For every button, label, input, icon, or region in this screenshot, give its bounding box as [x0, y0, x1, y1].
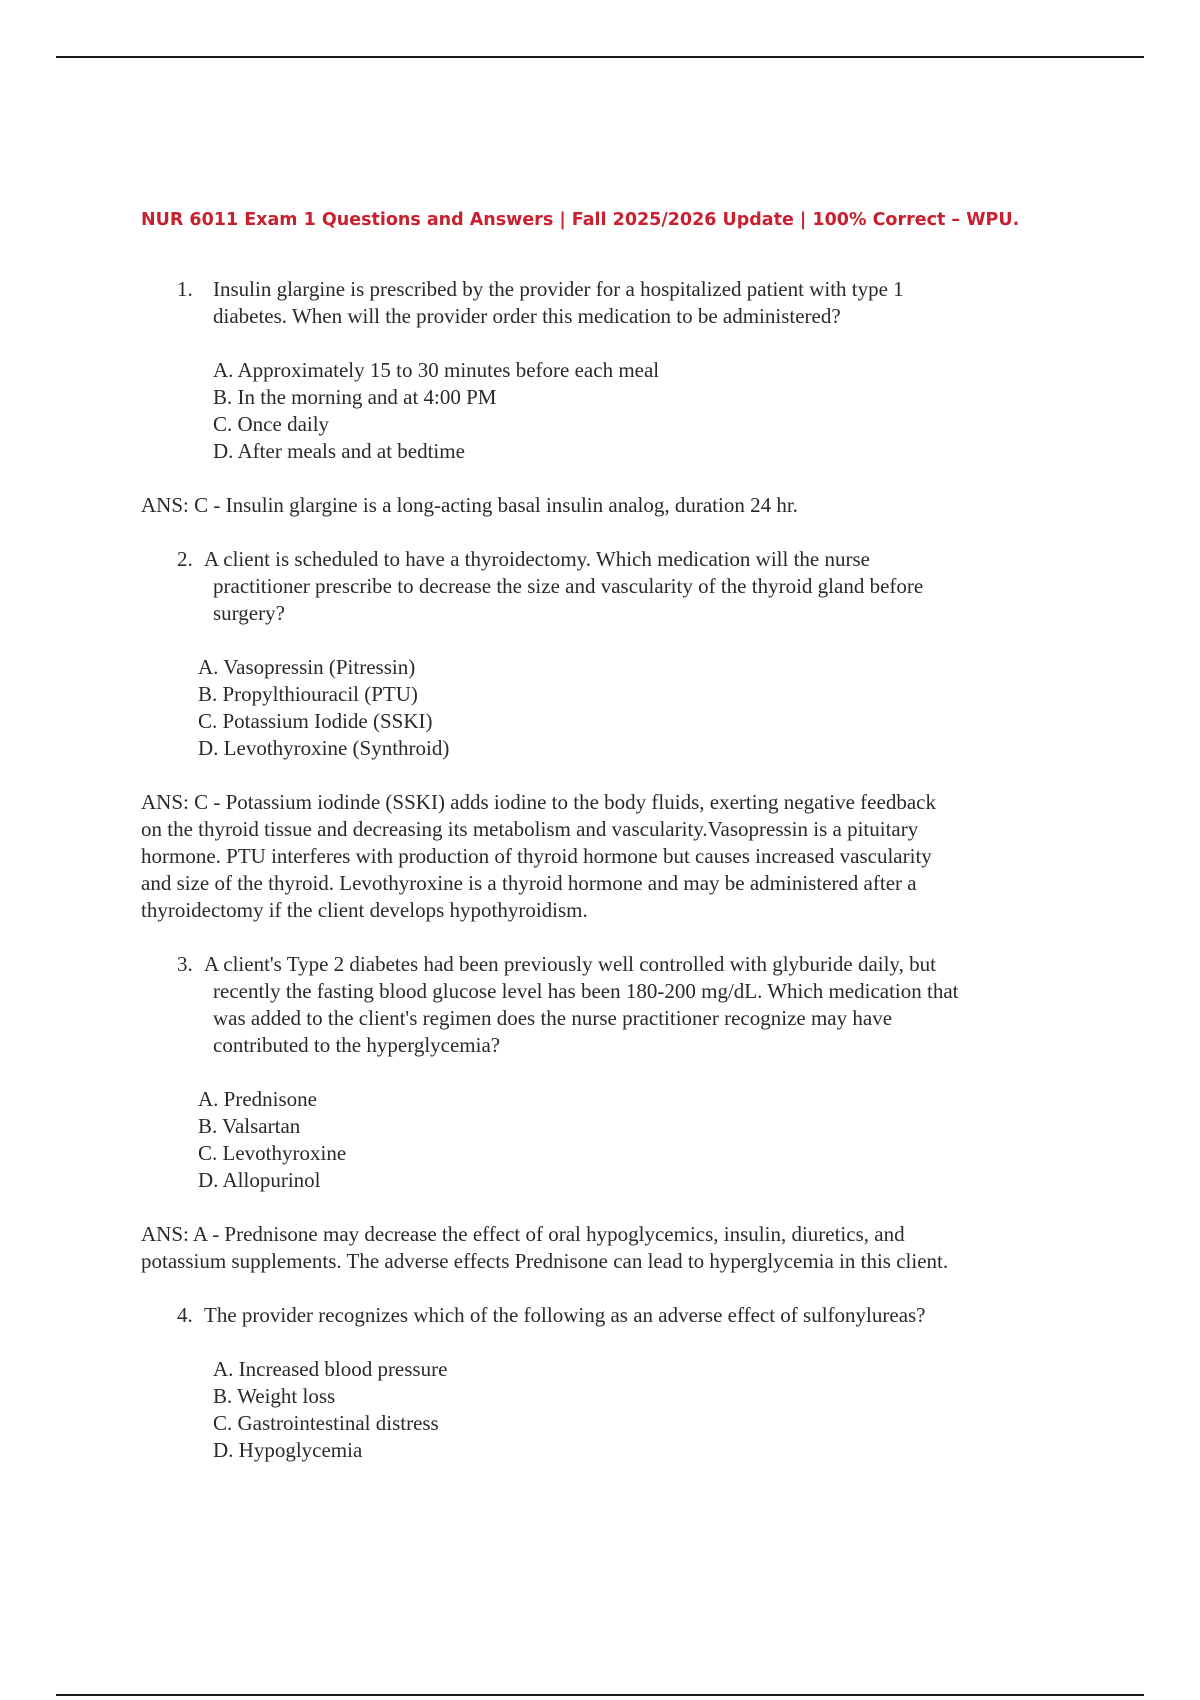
question-3-option-b: B. Valsartan: [198, 1114, 301, 1138]
question-2-option-a: A. Vasopressin (Pitressin): [198, 655, 416, 679]
question-2-stem-line-1: A client is scheduled to have a thyroidectomy. Which medication will the nurse: [204, 547, 870, 571]
bottom-rule: [56, 1694, 1144, 1696]
question-1-stem-line-1: Insulin glargine is prescribed by the provider for a hospitalized patient with type 1: [213, 277, 904, 301]
question-3-number: 3.: [177, 952, 193, 976]
question-1-option-b: B. In the morning and at 4:00 PM: [213, 385, 497, 409]
question-3-stem-line-2: recently the fasting blood glucose level has been 180-200 mg/dL. Which medication that: [213, 979, 959, 1003]
question-1-number: 1.: [177, 277, 193, 301]
top-rule: [56, 56, 1144, 58]
question-3-answer-line-2: potassium supplements. The adverse effects Prednisone can lead to hyperglycemia in this client.: [141, 1249, 949, 1273]
question-4-option-a: A. Increased blood pressure: [213, 1357, 448, 1381]
question-1-answer-line-1: ANS: C - Insulin glargine is a long-acting basal insulin analog, duration 24 hr.: [141, 493, 798, 517]
question-2-answer-line-3: hormone. PTU interferes with production of thyroid hormone but causes increased vascularity: [141, 844, 932, 868]
question-3-answer-line-1: ANS: A - Prednisone may decrease the effect of oral hypoglycemics, insulin, diuretics, and: [141, 1222, 905, 1246]
question-3-stem-line-1: A client's Type 2 diabetes had been previously well controlled with glyburide daily, but: [204, 952, 936, 976]
question-4-option-d: D. Hypoglycemia: [213, 1438, 363, 1462]
question-2-option-c: C. Potassium Iodide (SSKI): [198, 709, 433, 733]
question-1-stem-line-2: diabetes. When will the provider order this medication to be administered?: [213, 304, 841, 328]
question-3-option-d: D. Allopurinol: [198, 1168, 321, 1192]
question-3-option-c: C. Levothyroxine: [198, 1141, 347, 1165]
question-1-option-c: C. Once daily: [213, 412, 330, 436]
question-4-number: 4.: [177, 1303, 193, 1327]
question-3-option-a: A. Prednisone: [198, 1087, 317, 1111]
question-2-option-d: D. Levothyroxine (Synthroid): [198, 736, 450, 760]
question-4-stem-line-1: The provider recognizes which of the following as an adverse effect of sulfonylureas?: [204, 1303, 926, 1327]
question-2-answer-line-4: and size of the thyroid. Levothyroxine is a thyroid hormone and may be administered after a: [141, 871, 917, 895]
document-title: NUR 6011 Exam 1 Questions and Answers | Fall 2025/2026 Update | 100% Correct – WPU.: [141, 210, 1020, 230]
question-1-option-a: A. Approximately 15 to 30 minutes before each meal: [213, 358, 660, 382]
question-2-option-b: B. Propylthiouracil (PTU): [198, 682, 418, 706]
question-2-answer-line-2: on the thyroid tissue and decreasing its metabolism and vascularity.Vasopressin is a pituitary: [141, 817, 919, 841]
question-2-stem-line-2: practitioner prescribe to decrease the size and vascularity of the thyroid gland before: [213, 574, 924, 598]
question-2-answer-line-1: ANS: C - Potassium iodinde (SSKI) adds iodine to the body fluids, exerting negative feedback: [141, 790, 936, 814]
question-3-stem-line-3: was added to the client's regimen does the nurse practitioner recognize may have: [213, 1006, 893, 1030]
question-4-option-c: C. Gastrointestinal distress: [213, 1411, 439, 1435]
question-3-stem-line-4: contributed to the hyperglycemia?: [213, 1033, 501, 1057]
question-1-option-d: D. After meals and at bedtime: [213, 439, 465, 463]
question-2-number: 2.: [177, 547, 193, 571]
question-2-answer-line-5: thyroidectomy if the client develops hypothyroidism.: [141, 898, 588, 922]
question-2-stem-line-3: surgery?: [213, 601, 285, 625]
question-4-option-b: B. Weight loss: [213, 1384, 336, 1408]
